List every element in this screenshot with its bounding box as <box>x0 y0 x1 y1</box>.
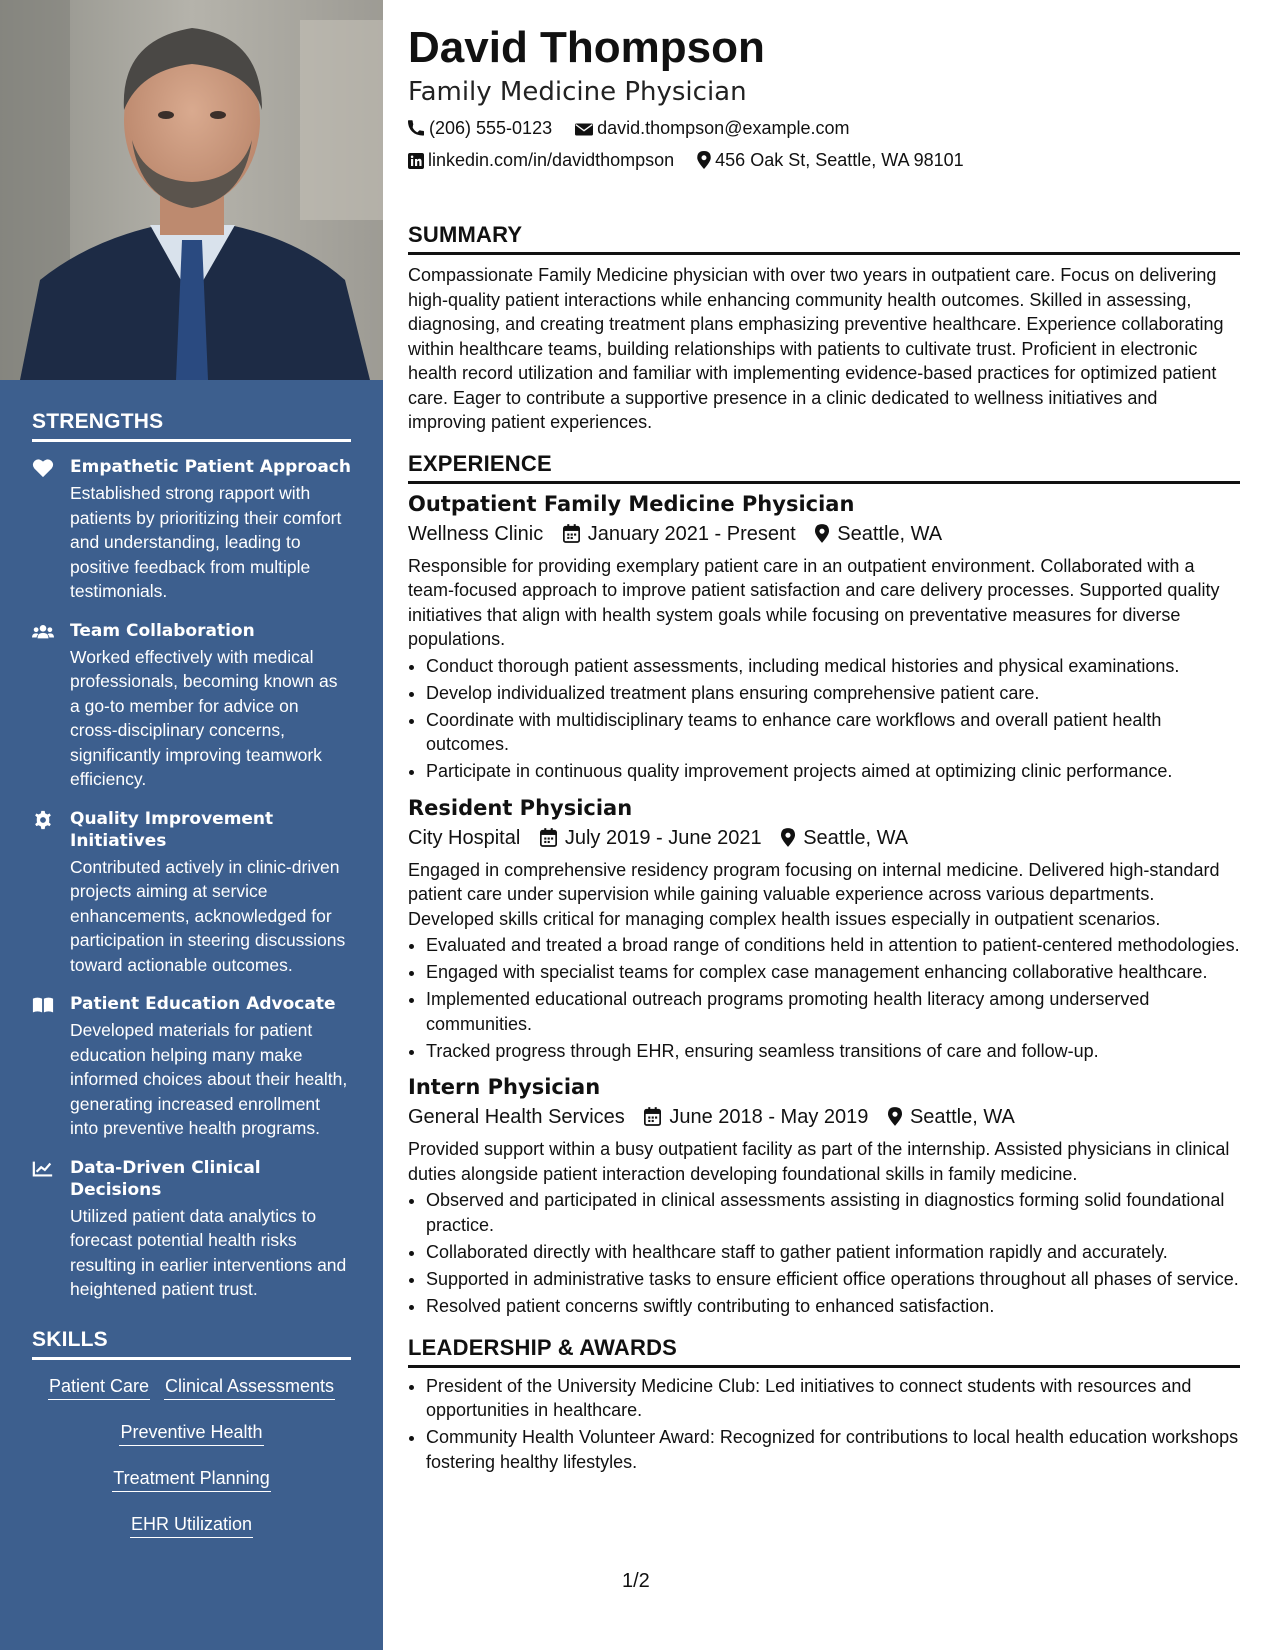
job-company: City Hospital <box>408 826 521 849</box>
job-location: Seattle, WA <box>909 1106 1015 1128</box>
strength-item <box>32 620 351 792</box>
job-bullet: • Engaged with specialist teams for complex case management enhancing collaborative healthcare. <box>426 960 1240 985</box>
address-item <box>697 148 963 172</box>
profile-photo <box>0 0 383 380</box>
leadership-list <box>408 1374 1240 1475</box>
job-dates: July 2019 - June 2021 <box>564 826 762 849</box>
strength-description: Developed materials for patient education helping many make informed choices about their health, generating increased enrollment into preventive health programs. <box>70 1020 348 1138</box>
calendar-icon <box>540 828 557 847</box>
job-bullet: • Evaluated and treated a broad range of conditions held in attention to patient-centered methodologies. <box>426 933 1240 958</box>
chart-line-icon <box>32 1159 54 1179</box>
calendar-icon <box>644 1107 661 1126</box>
skill-tag: Clinical Assessments <box>164 1374 335 1400</box>
strength-title: Empathetic Patient Approach <box>70 457 351 477</box>
sidebar-content <box>32 410 351 1558</box>
gear-icon <box>32 810 54 830</box>
map-marker-icon <box>888 1107 902 1126</box>
strength-item <box>32 456 351 604</box>
book-open-icon <box>32 995 54 1015</box>
sidebar <box>0 0 383 1650</box>
job-entry <box>408 794 1240 1064</box>
strength-title: Patient Education Advocate <box>70 994 336 1014</box>
map-marker-icon <box>815 524 829 543</box>
calendar-icon <box>563 524 580 543</box>
job-bullets <box>408 933 1240 1063</box>
job-bullet: • Tracked progress through EHR, ensuring seamless transitions of care and follow-up. <box>426 1039 1240 1064</box>
job-bullets <box>408 654 1240 784</box>
linkedin-item[interactable] <box>408 148 674 172</box>
job-dates: January 2021 - Present <box>587 522 796 545</box>
summary-text: Compassionate Family Medicine physician with over two years in outpatient care. Focus on delivering high-quality patient interactions while enhancing community health outcomes. Skilled in assessing, diagnosing, and creating treatment plans emphasizing preventive healthcare. Experience collaborating within healthcare teams, building relationships with patients to cultivate trust. Proficient in electronic health record utilization and familiar with implementing evidence-based practices for optimized patient care. Eager to contribute a supportive presence in a clinic dedicated to wellness initiatives and improving patient experiences. <box>408 265 1224 432</box>
strength-title: Team Collaboration <box>70 620 255 641</box>
job-company: General Health Services <box>408 1106 625 1128</box>
linkedin-icon <box>408 153 424 169</box>
job-title: Resident Physician <box>408 795 633 820</box>
strength-description: Worked effectively with medical professionals, becoming known as a go-to member for advice on cross-disciplinary concerns, significantly improving teamwork efficiency. <box>70 646 338 789</box>
job-title: Outpatient Family Medicine Physician <box>408 491 855 516</box>
job-location: Seattle, WA <box>837 522 943 545</box>
job-entry <box>408 1073 1240 1318</box>
skill-tag: Patient Care <box>48 1374 150 1400</box>
job-bullet: • Conduct thorough patient assessments, including medical histories and physical examinations. <box>426 654 1240 679</box>
phone-item[interactable] <box>408 116 552 140</box>
job-bullet: • Resolved patient concerns swiftly contributing to enhanced satisfaction. <box>426 1294 1240 1319</box>
contact-info <box>408 116 1240 172</box>
strength-description: Utilized patient data analytics to forecast potential health risks resulting in earlier interventions and heightened patient trust. <box>70 1205 347 1299</box>
summary-heading: SUMMARY <box>408 222 1240 255</box>
job-bullet: • Participate in continuous quality improvement projects aimed at optimizing clinic performance. <box>426 759 1240 784</box>
address-text: 456 Oak St, Seattle, WA 98101 <box>715 150 964 170</box>
strengths-heading: STRENGTHS <box>32 410 351 442</box>
job-entry <box>408 490 1240 784</box>
page-number: 1/2 <box>622 1570 650 1592</box>
users-icon <box>32 622 54 642</box>
job-bullets <box>408 1188 1240 1318</box>
job-title: Intern Physician <box>408 1075 601 1099</box>
skill-tag: EHR Utilization <box>130 1512 253 1538</box>
leadership-item: • Community Health Volunteer Award: Recognized for contributions to local health education workshops fostering healthy lifestyles. <box>426 1425 1240 1474</box>
job-bullet: • Observed and participated in clinical assessments assisting in diagnostics forming solid foundational practice. <box>426 1188 1240 1237</box>
skill-tag: Preventive Health <box>119 1420 263 1446</box>
envelope-icon <box>575 122 593 137</box>
job-meta <box>408 824 1240 852</box>
experience-heading: EXPERIENCE <box>408 451 1240 484</box>
strength-item <box>32 993 351 1141</box>
strength-item <box>32 808 351 978</box>
linkedin-text: linkedin.com/in/davidthompson <box>428 150 675 170</box>
job-company: Wellness Clinic <box>408 522 544 545</box>
strength-description: Contributed actively in clinic-driven projects aiming at service enhancements, acknowledged for participation in steering discussions toward actionable outcomes. <box>70 856 346 975</box>
strength-title: Data-Driven Clinical Decisions <box>70 1157 261 1200</box>
email-item[interactable] <box>575 116 849 140</box>
map-marker-icon <box>697 151 711 169</box>
skills-list <box>32 1374 351 1538</box>
job-bullet: • Develop individualized treatment plans ensuring comprehensive patient care. <box>426 681 1240 706</box>
leadership-heading: LEADERSHIP & AWARDS <box>408 1335 1240 1368</box>
job-bullet: • Coordinate with multidisciplinary teams to enhance care workflows and overall patient health outcomes. <box>426 708 1240 757</box>
job-description: Engaged in comprehensive residency program focusing on internal medicine. Delivered high-standard patient care under supervision while gaining valuable experience across various departments. Developed skills critical for managing complex health issues especially in outpatient scenarios. <box>408 859 1220 929</box>
leadership-item: • President of the University Medicine Club: Led initiatives to connect students with resources and opportunities in healthcare. <box>426 1374 1240 1423</box>
job-location: Seattle, WA <box>803 826 909 849</box>
skills-heading: SKILLS <box>32 1328 351 1360</box>
job-bullet: • Supported in administrative tasks to ensure efficient office operations throughout all phases of service. <box>426 1267 1240 1292</box>
job-bullet: • Collaborated directly with healthcare staff to gather patient information rapidly and accurately. <box>426 1240 1240 1265</box>
main-content <box>408 20 1240 1477</box>
strength-item <box>32 1157 351 1302</box>
job-meta <box>408 520 1240 548</box>
phone-text: (206) 555-0123 <box>429 118 553 138</box>
phone-icon <box>408 120 425 137</box>
job-description: Provided support within a busy outpatient facility as part of the internship. Assisted physicians in clinical duties alongside patient interaction developing foundational skills in family medicine. <box>408 1139 1230 1184</box>
candidate-name: David Thompson <box>408 23 765 72</box>
job-bullet: • Implemented educational outreach programs promoting health literacy among underserved communities. <box>426 987 1240 1036</box>
job-meta <box>408 1103 1240 1131</box>
job-description: Responsible for providing exemplary patient care in an outpatient environment. Collaborated with a team-focused approach to improve patient satisfaction and care delivery processes. Supported quality initiatives that align with health system goals while focusing on preventative measures for diverse populations. <box>408 555 1220 649</box>
strength-description: Established strong rapport with patients by prioritizing their comfort and understanding, leading to positive feedback from multiple testimonials. <box>70 483 342 601</box>
heart-icon <box>32 458 54 478</box>
strength-title: Quality Improvement Initiatives <box>70 808 274 851</box>
email-text: david.thompson@example.com <box>597 118 850 138</box>
skill-tag: Treatment Planning <box>112 1466 270 1492</box>
candidate-role: Family Medicine Physician <box>408 77 747 107</box>
map-marker-icon <box>781 828 795 847</box>
job-dates: June 2018 - May 2019 <box>669 1106 869 1128</box>
